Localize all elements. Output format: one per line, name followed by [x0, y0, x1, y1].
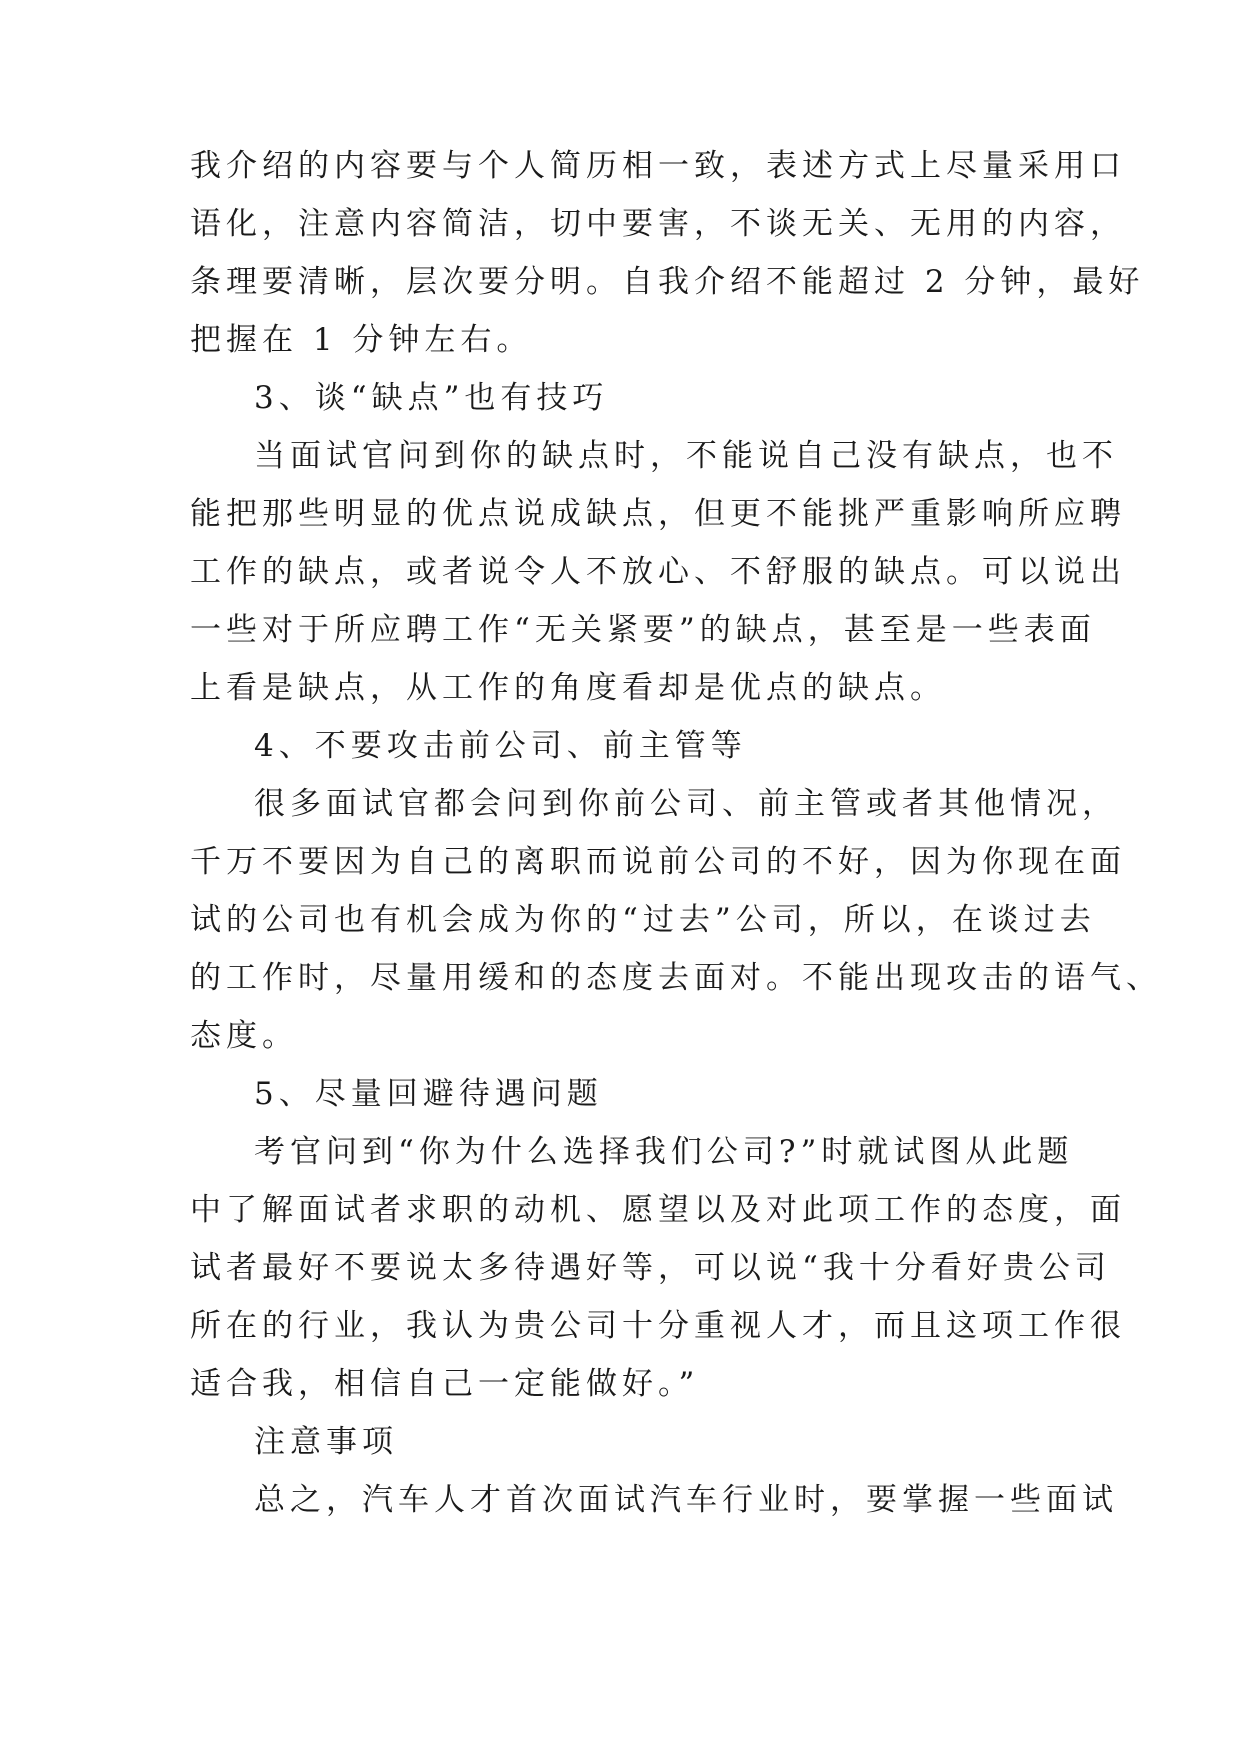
paragraph-line: 试者最好不要说太多待遇好等，可以说“我十分看好贵公司 — [190, 1250, 1111, 1286]
paragraph-line: 的工作时，尽量用缓和的态度去面对。不能出现攻击的语气、 — [190, 960, 1162, 996]
paragraph-line: 很多面试官都会问到你前公司、前主管或者其他情况， — [254, 786, 1118, 822]
paragraph-line: 千万不要因为自己的离职而说前公司的不好，因为你现在面 — [190, 844, 1126, 880]
paragraph-line: 试的公司也有机会成为你的“过去”公司，所以，在谈过去 — [190, 902, 1096, 938]
paragraph-line: 能把那些明显的优点说成缺点，但更不能挑严重影响所应聘 — [190, 496, 1126, 532]
paragraph-line: 中了解面试者求职的动机、愿望以及对此项工作的态度，面 — [190, 1192, 1126, 1228]
paragraph-line: 一些对于所应聘工作“无关紧要”的缺点，甚至是一些表面 — [190, 612, 1096, 648]
paragraph-line: 当面试官问到你的缺点时，不能说自己没有缺点，也不 — [254, 438, 1118, 474]
section-heading: 3、谈“缺点”也有技巧 — [254, 380, 609, 416]
section-heading: 4、不要攻击前公司、前主管等 — [254, 728, 747, 764]
paragraph-line: 我介绍的内容要与个人简历相一致，表述方式上尽量采用口 — [190, 148, 1126, 184]
paragraph-line: 态度。 — [190, 1018, 298, 1054]
paragraph-line: 总之，汽车人才首次面试汽车行业时，要掌握一些面试 — [254, 1482, 1118, 1518]
paragraph-line: 条理要清晰，层次要分明。自我介绍不能超过 2 分钟，最好 — [190, 264, 1145, 300]
paragraph-line: 考官问到“你为什么选择我们公司?”时就试图从此题 — [254, 1134, 1074, 1170]
paragraph-line: 适合我，相信自己一定能做好。” — [190, 1366, 700, 1402]
paragraph-line: 语化，注意内容简洁，切中要害，不谈无关、无用的内容， — [190, 206, 1126, 242]
paragraph-line: 上看是缺点，从工作的角度看却是优点的缺点。 — [190, 670, 946, 706]
paragraph-line: 所在的行业，我认为贵公司十分重视人才，而且这项工作很 — [190, 1308, 1126, 1344]
section-heading: 注意事项 — [254, 1424, 398, 1460]
section-heading: 5、尽量回避待遇问题 — [254, 1076, 603, 1112]
paragraph-line: 把握在 1 分钟左右。 — [190, 322, 533, 358]
paragraph-line: 工作的缺点，或者说令人不放心、不舒服的缺点。可以说出 — [190, 554, 1126, 590]
